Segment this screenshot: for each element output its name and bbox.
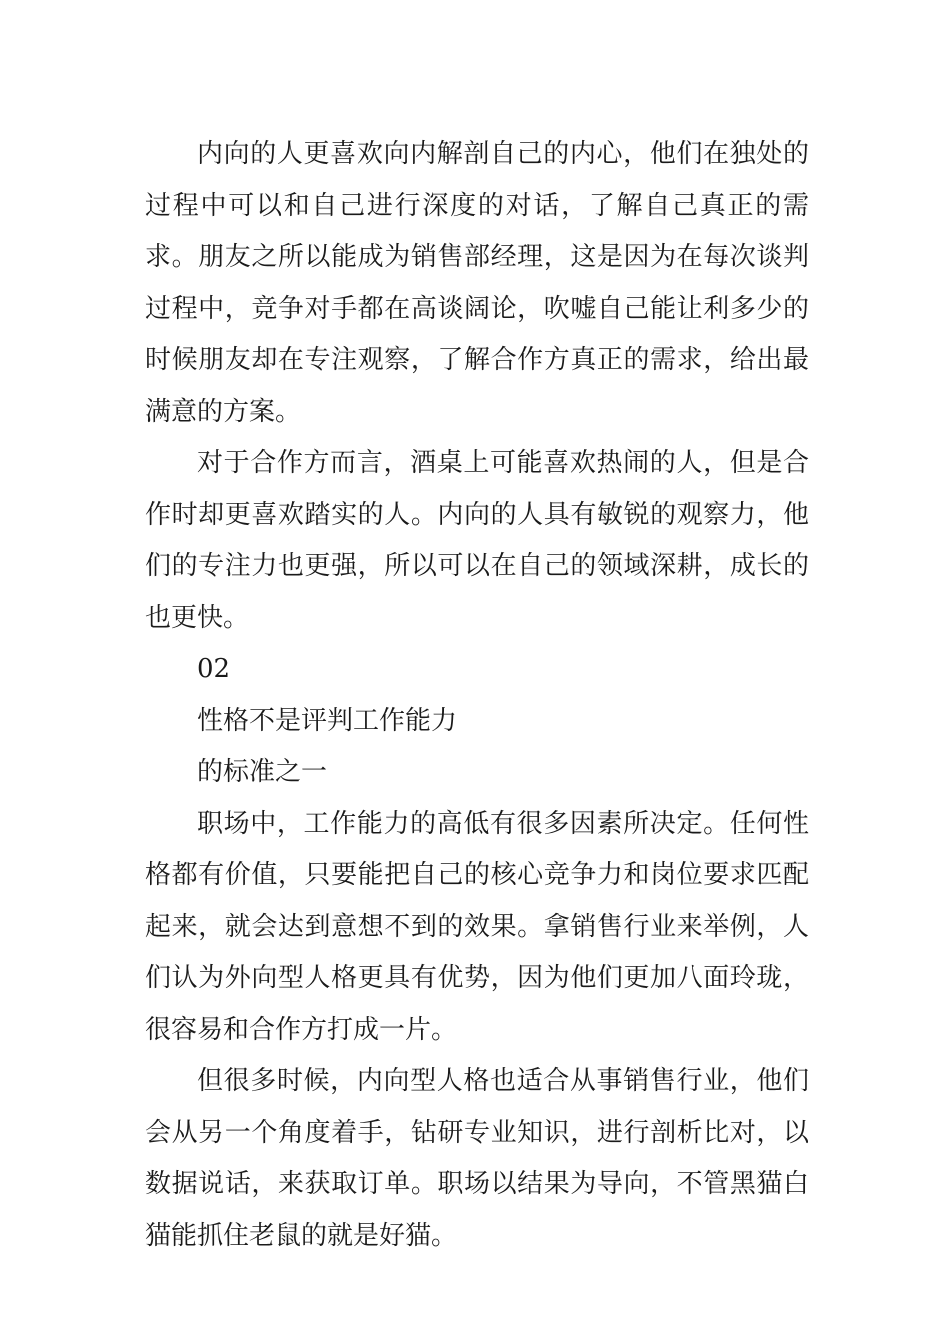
section-heading-line-2: 的标准之一 xyxy=(197,757,328,787)
document-body xyxy=(145,129,809,1262)
paragraph-workplace-ability: 职场中，工作能力的高低有很多因素所决定。任何性格都有价值，只要能把自己的核心竞争力和岗位要求匹配起来，就会达到意想不到的效果。拿销售行业来举例，人们认为外向型人格更具有优势，因为他们更加八面玲珑，很容易和合作方打成一片。 xyxy=(145,808,809,1045)
section-number: 02 xyxy=(197,654,231,684)
paragraph-partner-preference: 对于合作方而言，酒桌上可能喜欢热闹的人，但是合作时却更喜欢踏实的人。内向的人具有敏锐的观察力，他们的专注力也更强，所以可以在自己的领域深耕，成长的也更快。 xyxy=(145,448,809,633)
paragraph-introverts-self-reflection: 内向的人更喜欢向内解剖自己的内心，他们在独处的过程中可以和自己进行深度的对话，了解自己真正的需求。朋友之所以能成为销售部经理，这是因为在每次谈判过程中，竞争对手都在高谈阔论，吹嘘自己能让利多少的时候朋友却在专注观察，了解合作方真正的需求，给出最满意的方案。 xyxy=(145,139,809,427)
section-heading-line-1: 性格不是评判工作能力 xyxy=(197,705,458,736)
paragraph-introverts-in-sales: 但很多时候，内向型人格也适合从事销售行业，他们会从另一个角度着手，钻研专业知识，进行剖析比对，以数据说话，来获取订单。职场以结果为导向，不管黑猫白猫能抓住老鼠的就是好猫。 xyxy=(145,1066,809,1251)
